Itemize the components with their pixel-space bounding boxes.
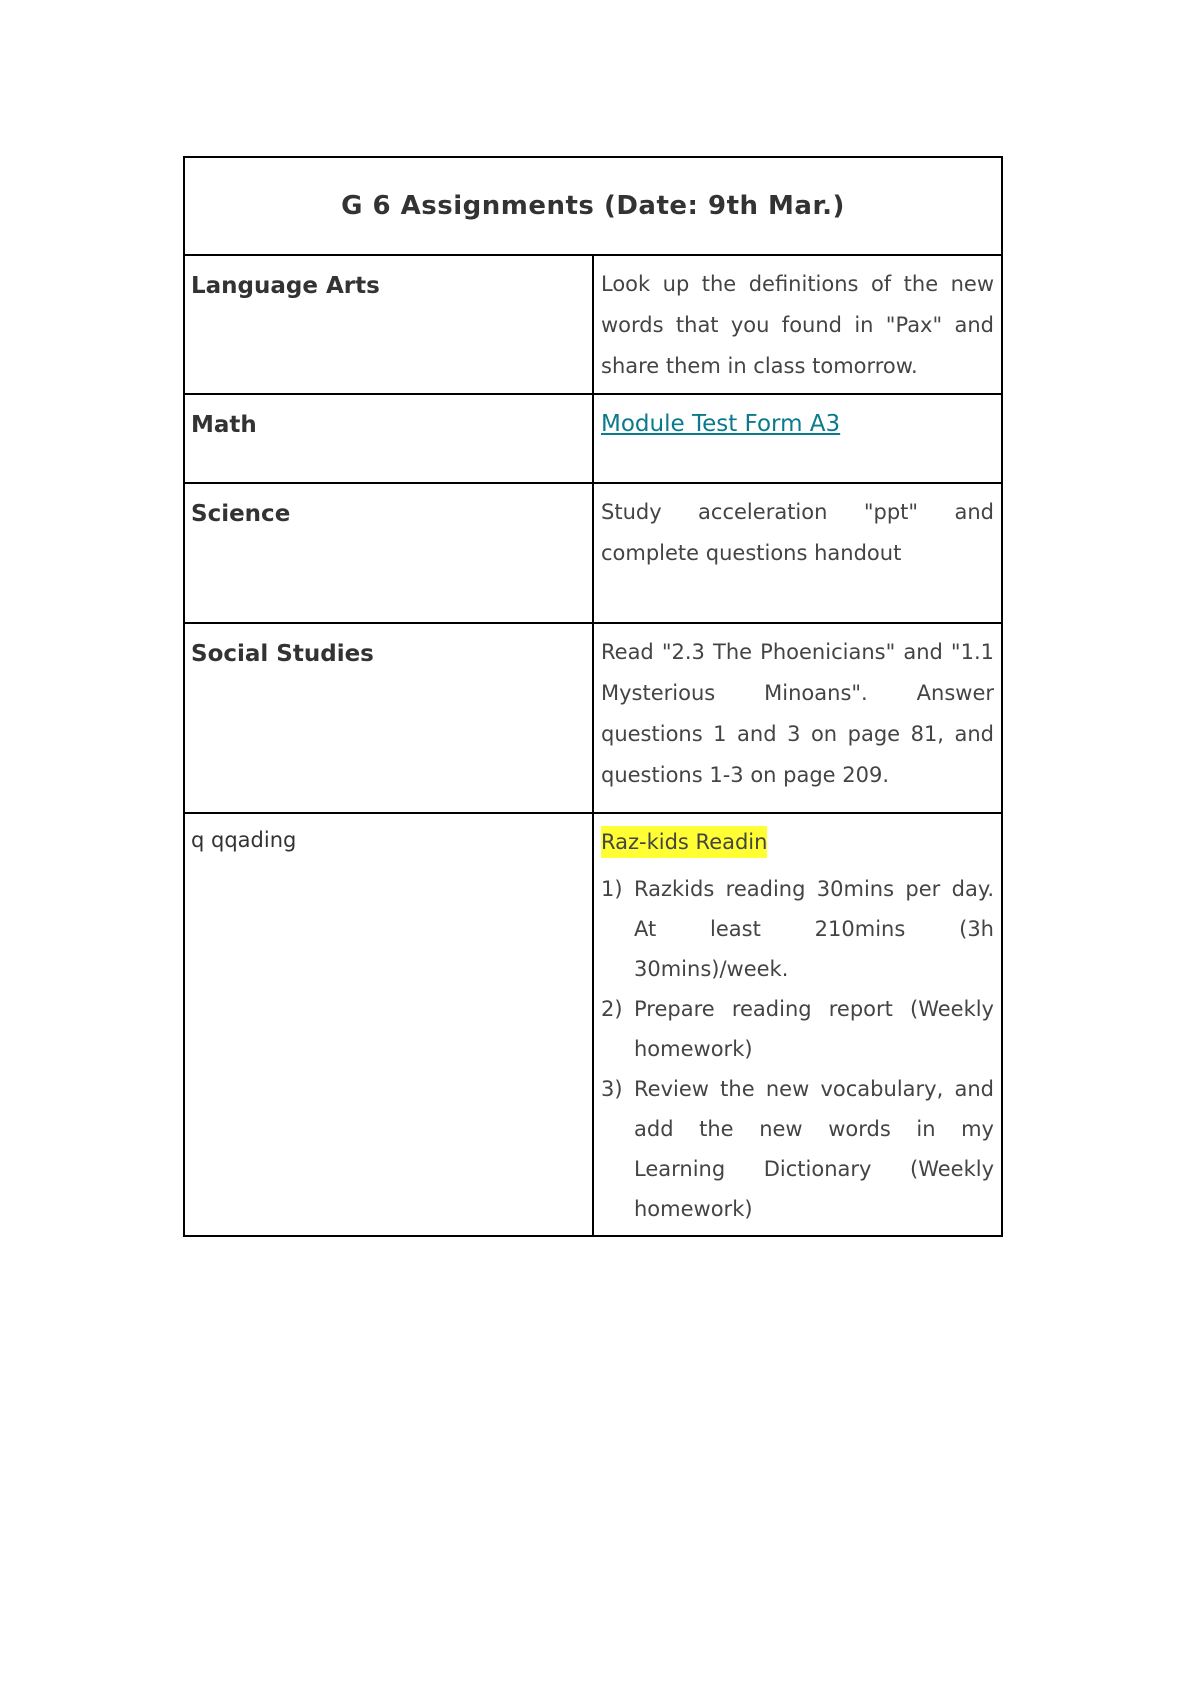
- assignment-social-studies: Read "2.3 The Phoenicians" and "1.1 Mysterious Minoans". Answer questions 1 and 3 on page 81, and questions 1-3 on page 209.: [593, 623, 1002, 813]
- subject-science: Science: [184, 483, 593, 623]
- table-row-math: [184, 394, 1002, 483]
- reading-list: [601, 869, 994, 1229]
- list-item-text: Razkids reading 30mins per day. At least 210mins (3h 30mins)/week.: [634, 877, 994, 981]
- table-row-science: [184, 483, 1002, 623]
- list-item: [601, 989, 994, 1069]
- subject-social-studies: Social Studies: [184, 623, 593, 813]
- list-item-number: 2): [601, 997, 623, 1021]
- highlighted-heading: Raz-kids Readin: [601, 826, 767, 858]
- table-title: G 6 Assignments (Date: 9th Mar.): [184, 157, 1002, 255]
- assignments-table: [183, 156, 1003, 1237]
- table-row-social-studies: [184, 623, 1002, 813]
- assignment-language-arts: Look up the definitions of the new words that you found in "Pax" and share them in class tomorrow.: [593, 255, 1002, 394]
- list-item-text: Prepare reading report (Weekly homework): [634, 997, 994, 1061]
- subject-math: Math: [184, 394, 593, 483]
- subject-reading: q qqading: [184, 813, 593, 1236]
- table-row-language-arts: [184, 255, 1002, 394]
- subject-language-arts: Language Arts: [184, 255, 593, 394]
- table-row-reading: [184, 813, 1002, 1236]
- assignment-reading: [593, 813, 1002, 1236]
- title-row: [184, 157, 1002, 255]
- assignment-science: Study acceleration "ppt" and complete questions handout: [593, 483, 1002, 623]
- assignment-math: [593, 394, 1002, 483]
- list-item: [601, 869, 994, 989]
- list-item: [601, 1069, 994, 1229]
- list-item-text: Review the new vocabulary, and add the new words in my Learning Dictionary (Weekly homework): [634, 1077, 994, 1221]
- list-item-number: 1): [601, 877, 623, 901]
- module-test-link[interactable]: Module Test Form A3: [601, 411, 841, 437]
- list-item-number: 3): [601, 1077, 623, 1101]
